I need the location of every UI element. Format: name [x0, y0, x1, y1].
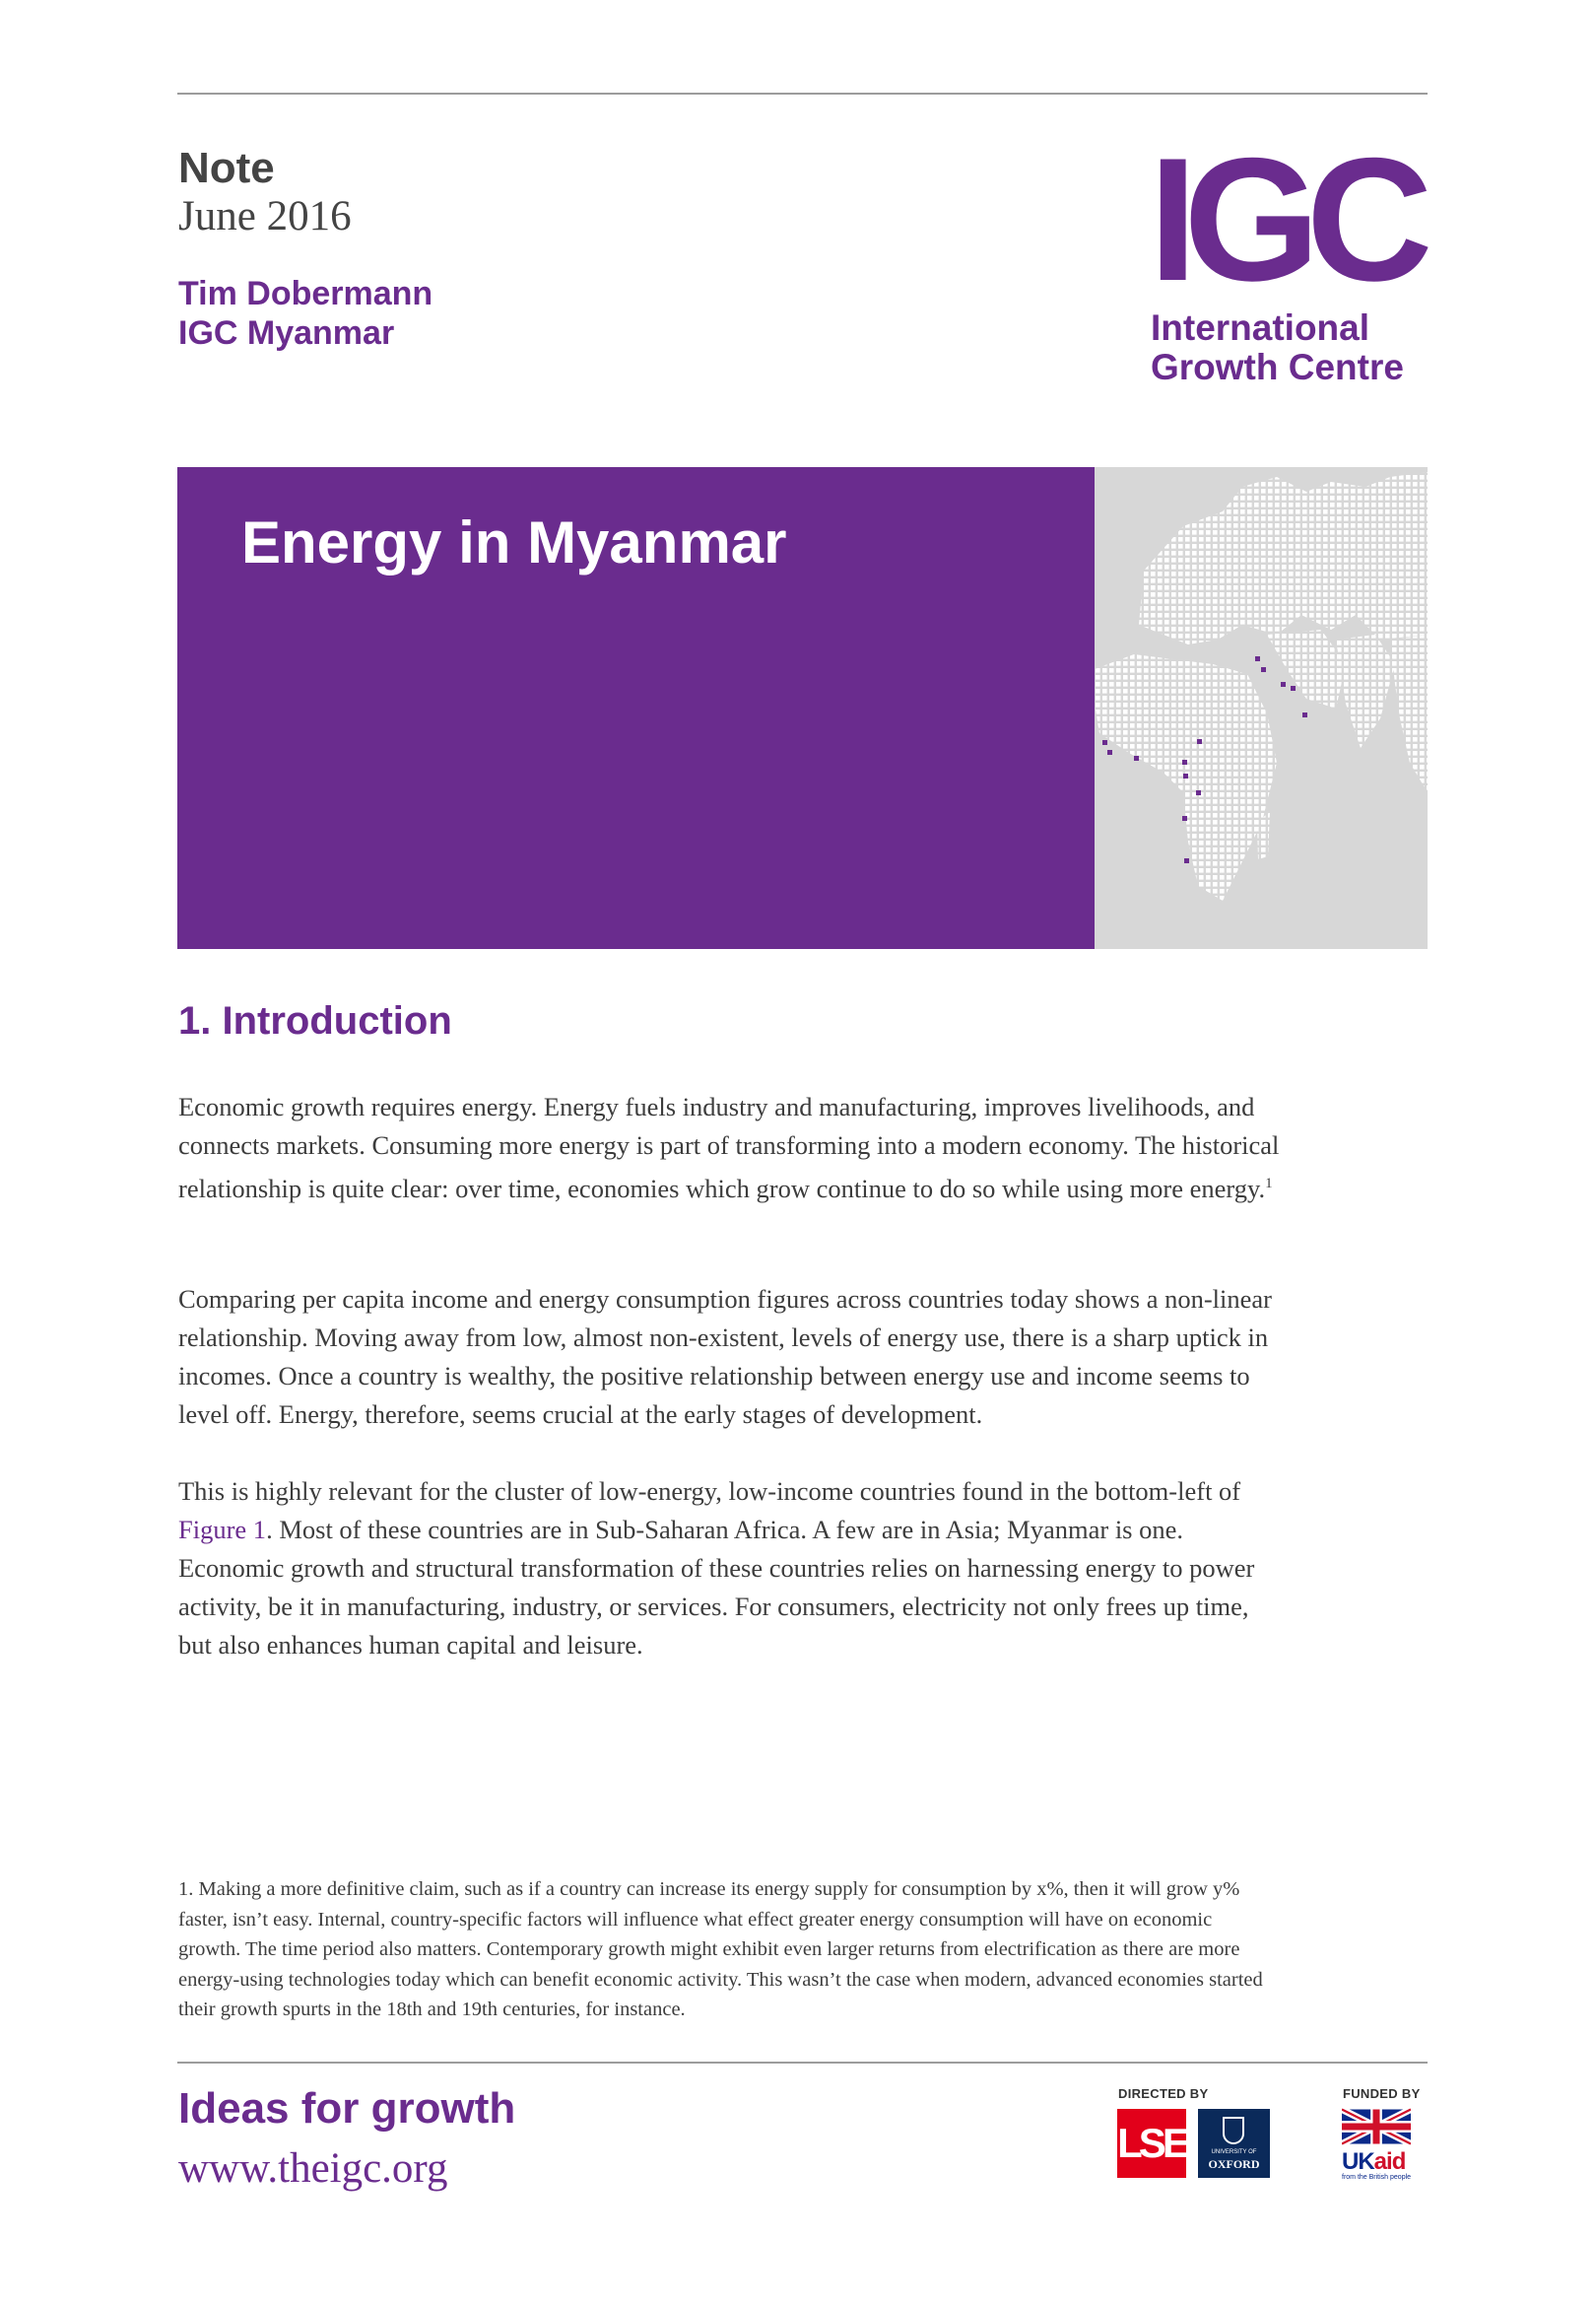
- ukaid-logo[interactable]: [1342, 2107, 1413, 2182]
- map-marker: [1107, 750, 1112, 755]
- union-flag-icon: [1342, 2107, 1411, 2146]
- ukaid-logo-text: UKaid: [1342, 2148, 1406, 2175]
- footer-tagline: Ideas for growth: [178, 2084, 516, 2133]
- paragraph-3-text-start: This is highly relevant for the cluster of low-energy, low-income countries found in the bottom-left of: [178, 1476, 1241, 1506]
- document-title: Energy in Myanmar: [241, 509, 787, 576]
- dotted-map-graphic: [1095, 467, 1428, 949]
- oxford-crest-icon: [1223, 2117, 1244, 2144]
- map-marker: [1197, 739, 1202, 744]
- paragraph-1: [178, 1088, 1282, 1208]
- map-marker: [1261, 667, 1266, 672]
- map-marker: [1255, 656, 1260, 661]
- map-marker: [1183, 774, 1188, 779]
- section-heading: 1. Introduction: [178, 999, 452, 1043]
- map-marker: [1281, 682, 1286, 687]
- author-name: Tim Dobermann: [178, 275, 433, 312]
- paragraph-2: Comparing per capita income and energy consumption figures across countries today shows a non-linear relationship. Moving away from low, almost non-existent, levels of energy use, there is a sharp uptick in incomes. Once a country is wealthy, the positive relationship between energy use and income seems to level off. Energy, therefore, seems crucial at the early stages of development.: [178, 1284, 1272, 1429]
- oxford-logo[interactable]: [1198, 2109, 1270, 2178]
- map-marker: [1196, 790, 1201, 795]
- map-marker: [1102, 740, 1107, 745]
- igc-logo[interactable]: [1149, 121, 1428, 392]
- ukaid-logo-subtext: from the British people: [1342, 2174, 1412, 2181]
- title-banner: [177, 467, 1428, 949]
- map-marker: [1291, 686, 1296, 691]
- footnote-reference[interactable]: 1: [1265, 1176, 1273, 1191]
- map-marker: [1302, 712, 1307, 717]
- author-block: [178, 274, 432, 353]
- figure-1-link[interactable]: Figure 1: [178, 1515, 267, 1544]
- igc-logo-org-line2: Growth Centre: [1151, 347, 1404, 387]
- footnote-1: 1. Making a more definitive claim, such as if a country can increase its energy supply for consumption by x%, then it will grow y% faster, isn’t easy. Internal, country-specific factors will influence what effect greater energy consumption will have on economic growth. The time period also matters. Contemporary growth might exhibit even larger returns from electrification as there are more energy-using technologies today which can benefit economic activity. This wasn’t the case when modern, advanced economies started their growth spurts in the 18th and 19th centuries, for instance.: [178, 1878, 1263, 2020]
- lse-logo[interactable]: LSE: [1117, 2109, 1186, 2178]
- oxford-logo-text: OXFORD: [1208, 2157, 1260, 2171]
- map-marker: [1182, 760, 1187, 765]
- igc-logo-org-line1: International: [1151, 307, 1370, 348]
- map-marker: [1184, 858, 1189, 863]
- paragraph-3: [178, 1472, 1282, 1664]
- map-marker: [1182, 816, 1187, 821]
- website-link[interactable]: www.theigc.org: [178, 2145, 448, 2192]
- funded-by-label: FUNDED BY: [1343, 2086, 1421, 2101]
- document-date: June 2016: [178, 193, 352, 239]
- title-banner-panel: [177, 467, 1095, 949]
- bottom-rule: [177, 2062, 1428, 2064]
- world-map-image: [1095, 467, 1428, 949]
- document-type: Note: [178, 144, 275, 192]
- oxford-logo-small-text: UNIVERSITY OF: [1211, 2149, 1257, 2155]
- paragraph-1-text: Economic growth requires energy. Energy fuels industry and manufacturing, improves livelihoods, and connects markets. Consuming more energy is part of transforming into a modern economy. The historical relationship is quite clear: over time, economies which grow continue to do so while using more energy.: [178, 1092, 1280, 1203]
- igc-logo-org-name: [1151, 308, 1404, 387]
- top-rule: [177, 93, 1428, 95]
- map-marker: [1134, 756, 1139, 761]
- author-org: IGC Myanmar: [178, 314, 395, 352]
- directed-by-label: DIRECTED BY: [1118, 2086, 1209, 2101]
- paragraph-3-text-end: . Most of these countries are in Sub-Saharan Africa. A few are in Asia; Myanmar is one. Economic growth and structural transformation of these countries relies on harnessing energy to power activity, be it in manufacturing, industry, or services. For consumers, electricity not only frees up time, but also enhances human capital and leisure.: [178, 1515, 1255, 1660]
- igc-logo-mark: IGC: [1149, 121, 1420, 317]
